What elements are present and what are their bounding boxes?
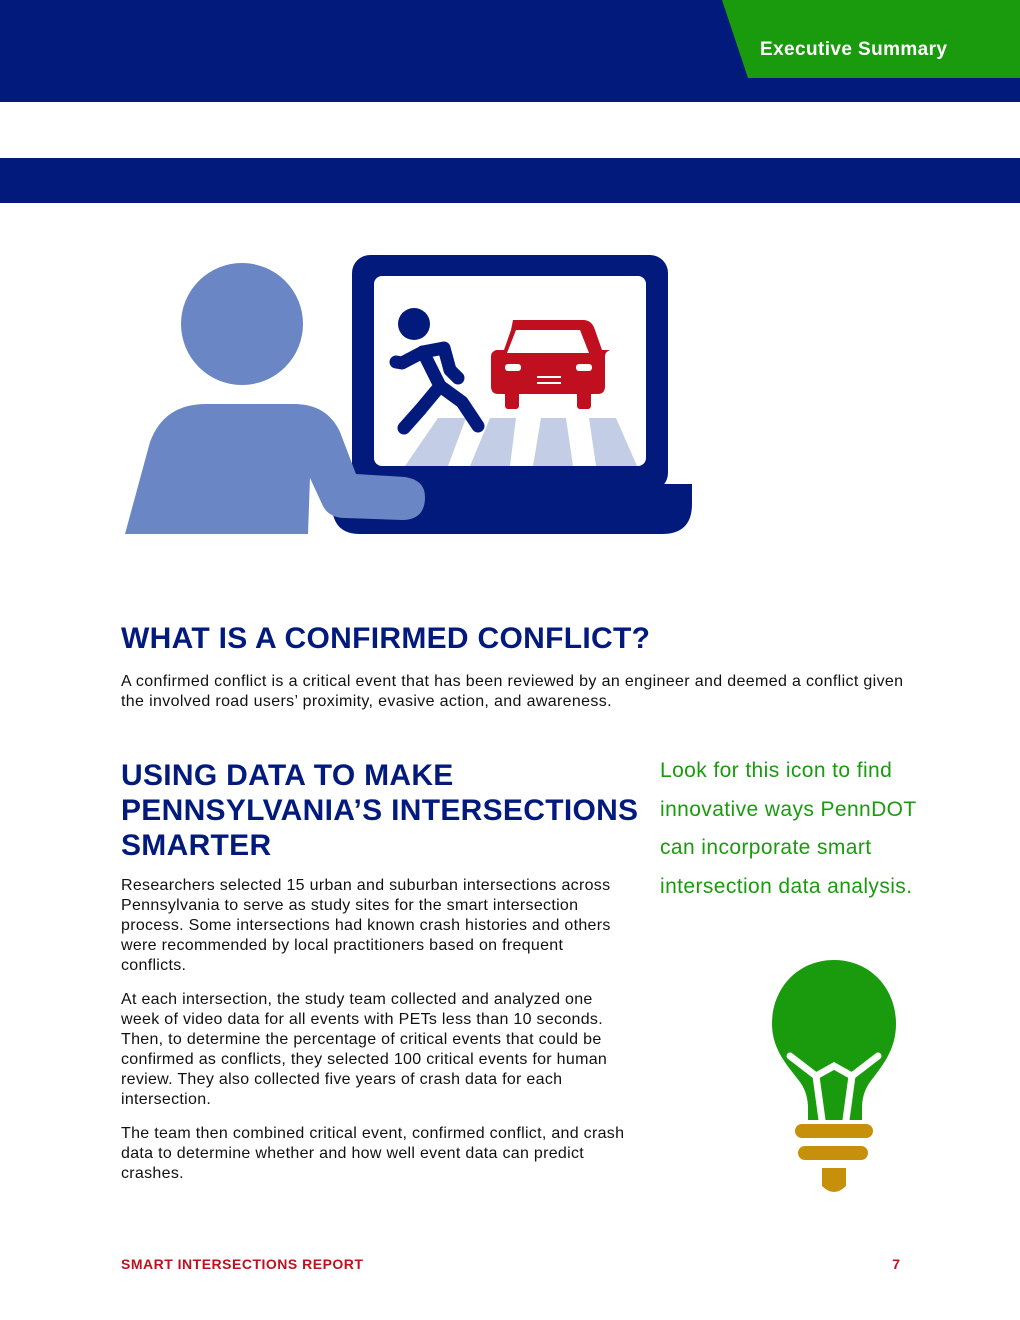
- body-paragraph: At each intersection, the study team collected and analyzed one week of video data for all events with PETs less than 10 seconds. Then, to determine the percentage of critical events that could be confirmed as conflicts, they selected 100 critical events for human review. They also collected five years of crash data for each intersection.: [121, 991, 608, 1108]
- section-tab[interactable]: [722, 0, 1020, 78]
- section-heading-using-data: USING DATA TO MAKE PENNSYLVANIA’S INTERSECTIONS SMARTER: [121, 759, 639, 862]
- hero-illustration: [120, 252, 695, 537]
- section-body-using-data: [121, 876, 626, 1198]
- body-paragraph: The team then combined critical event, confirmed conflict, and crash data to determine whether and how well event data can predict crashes.: [121, 1125, 625, 1182]
- callout-text: Look for this icon to find innovative ways PennDOT can incorporate smart intersection data analysis.: [660, 759, 917, 898]
- footer-report-title: SMART INTERSECTIONS REPORT: [121, 1256, 364, 1272]
- page-number: 7: [892, 1256, 900, 1272]
- section-heading-confirmed-conflict: WHAT IS A CONFIRMED CONFLICT?: [121, 622, 651, 655]
- section-tab-label: Executive Summary: [760, 39, 948, 60]
- section-body-confirmed-conflict: A confirmed conflict is a critical event that has been reviewed by an engineer and deemed a conflict given the involved road users’ proximity, evasive action, and awareness.: [121, 673, 904, 710]
- divider-band: [0, 158, 1020, 203]
- body-paragraph: Researchers selected 15 urban and suburban intersections across Pennsylvania to serve as study sites for the smart intersection process. Some intersections had known crash histories and others were recommended by local practitioners based on frequent conflicts.: [121, 877, 611, 974]
- lightbulb-icon: [770, 960, 900, 1196]
